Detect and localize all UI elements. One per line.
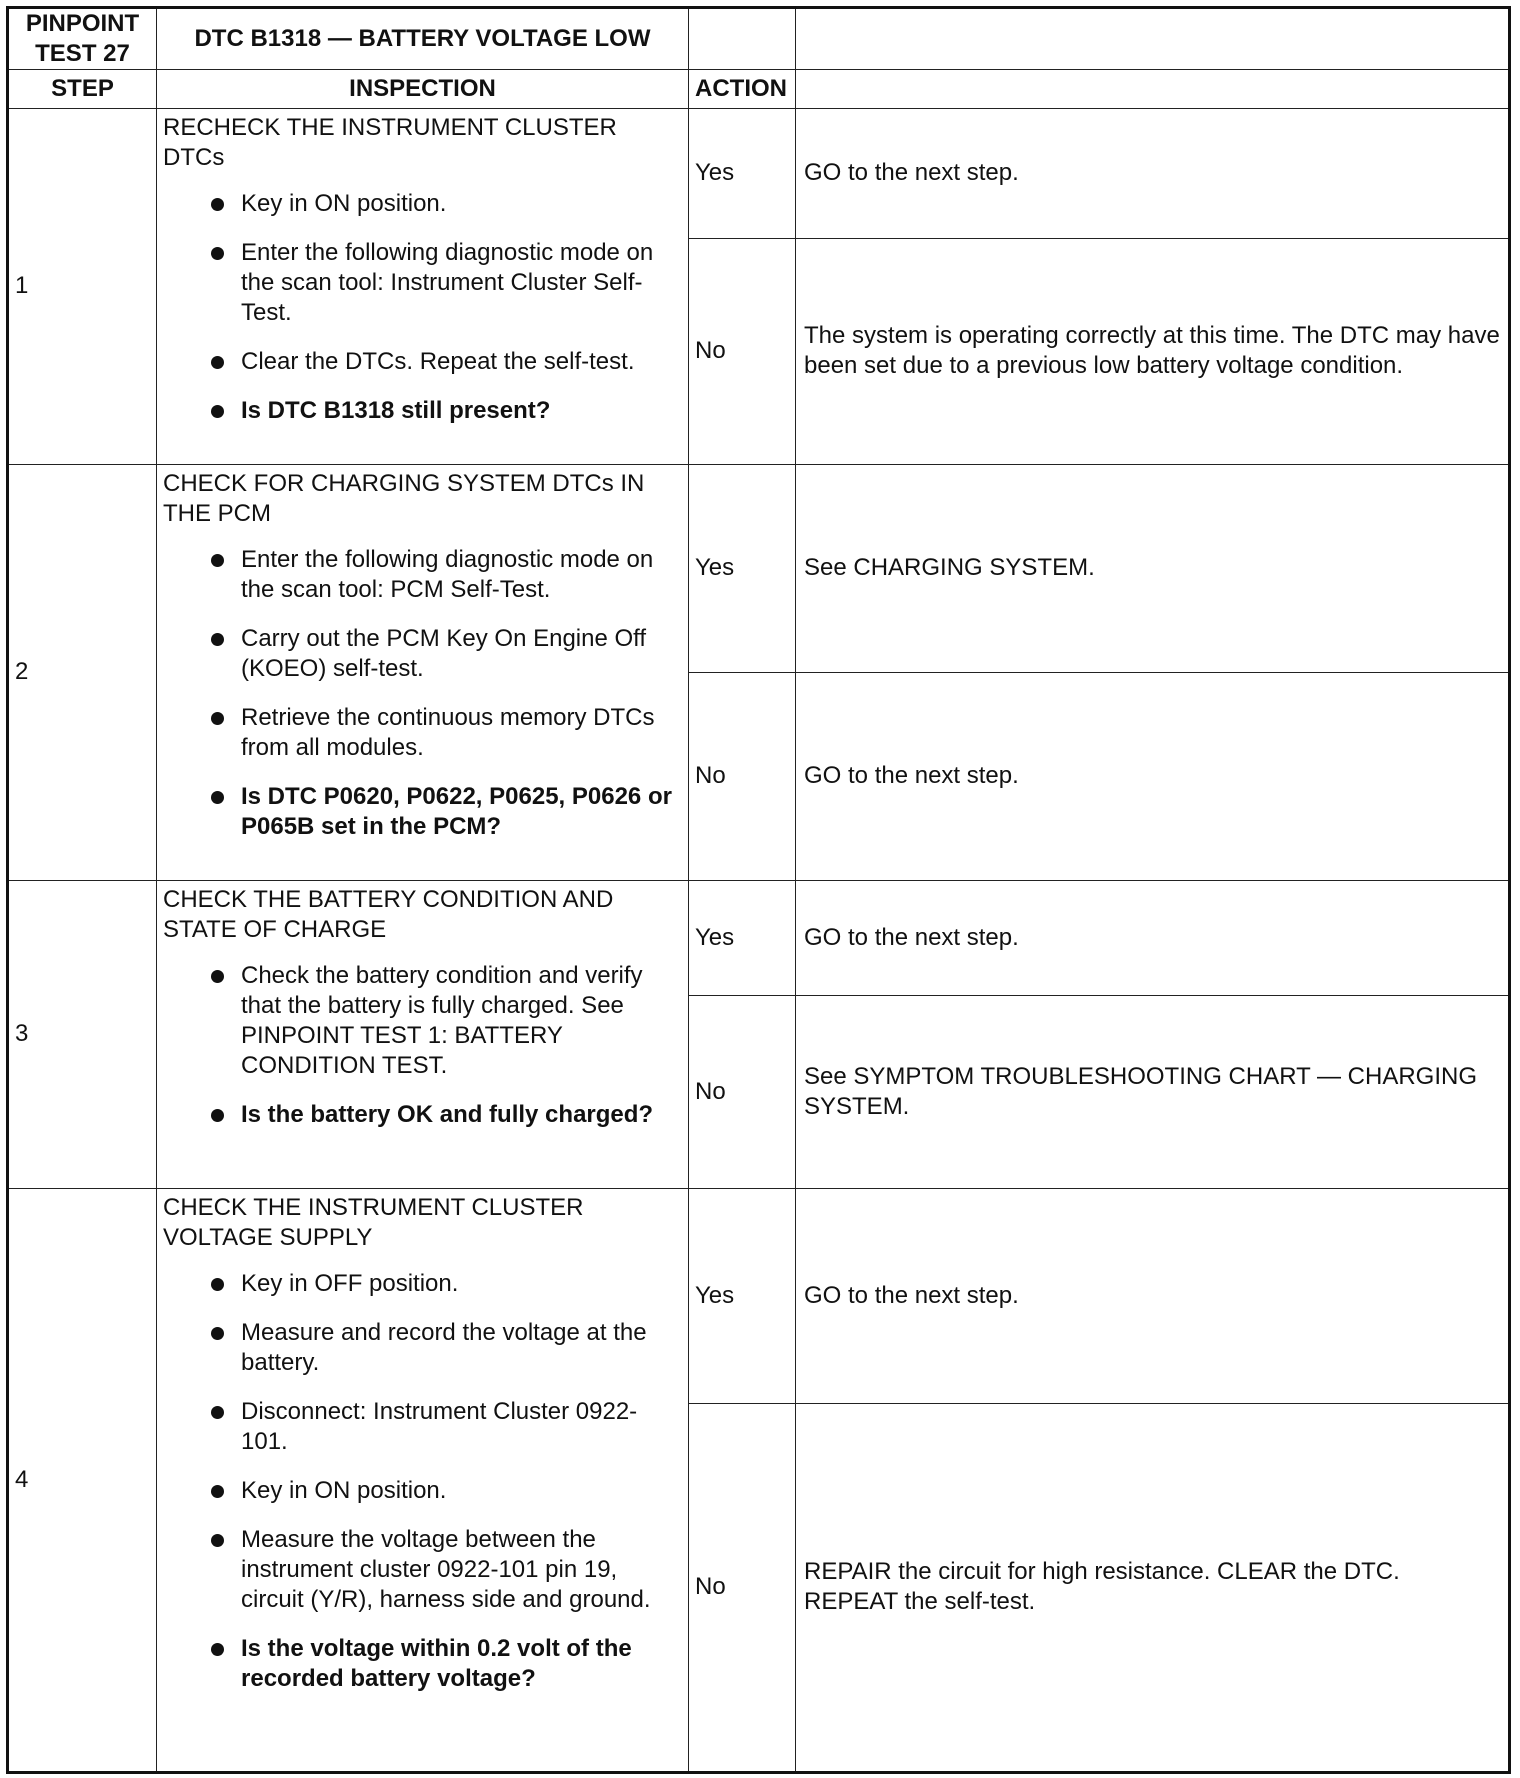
- action-yes: See CHARGING SYSTEM.: [796, 464, 1510, 672]
- step-4-yes-row: [8, 1188, 1510, 1403]
- column-header-action: ACTION: [689, 70, 796, 108]
- action-yes: GO to the next step.: [796, 880, 1510, 995]
- column-header-step: STEP: [8, 70, 157, 108]
- list-item: Enter the following diagnostic mode on the scan tool: PCM Self-Test.: [163, 545, 682, 605]
- action-no: The system is operating correctly at this time. The DTC may have been set due to a previous low battery voltage condition.: [796, 239, 1510, 464]
- list-item: Measure the voltage between the instrument cluster 0922-101 pin 19, circuit (Y/R), harness side and ground.: [163, 1525, 682, 1615]
- step-title: CHECK THE INSTRUMENT CLUSTER VOLTAGE SUPPLY: [163, 1193, 584, 1251]
- title-blank-cell: [796, 8, 1510, 70]
- list-item: Retrieve the continuous memory DTCs from all modules.: [163, 703, 682, 763]
- answer-yes: Yes: [689, 880, 796, 995]
- list-item: Check the battery condition and verify that the battery is fully charged. See PINPOINT TEST 1: BATTERY CONDITION TEST.: [163, 961, 682, 1081]
- title-blank-cell: [689, 8, 796, 70]
- test-label: [8, 8, 157, 70]
- answer-yes: Yes: [689, 1188, 796, 1403]
- bullet-icon: [211, 1278, 224, 1291]
- bullet-icon: [211, 1327, 224, 1340]
- step-number: 3: [8, 880, 157, 1188]
- step-number: 4: [8, 1188, 157, 1772]
- answer-no: No: [689, 239, 796, 464]
- title-row: [8, 8, 1510, 70]
- column-header-blank: [796, 70, 1510, 108]
- bullet-icon: [211, 554, 224, 567]
- list-item: Key in OFF position.: [163, 1269, 682, 1299]
- answer-no: No: [689, 1403, 796, 1772]
- bullet-icon: [211, 1406, 224, 1419]
- step-number: 2: [8, 464, 157, 880]
- test-title: DTC B1318 — BATTERY VOLTAGE LOW: [157, 8, 689, 70]
- test-label-line1: PINPOINT: [25, 10, 140, 38]
- answer-no: No: [689, 672, 796, 880]
- action-no: GO to the next step.: [796, 672, 1510, 880]
- column-header-row: [8, 70, 1510, 108]
- action-yes: GO to the next step.: [796, 1188, 1510, 1403]
- list-item: Measure and record the voltage at the battery.: [163, 1318, 682, 1378]
- bullet-icon: [211, 1534, 224, 1547]
- step-number: 1: [8, 108, 157, 464]
- step-question: Is the voltage within 0.2 volt of the recorded battery voltage?: [163, 1634, 682, 1694]
- action-no: See SYMPTOM TROUBLESHOOTING CHART — CHARGING SYSTEM.: [796, 995, 1510, 1188]
- step-2-yes-row: [8, 464, 1510, 672]
- bullet-icon: [211, 247, 224, 260]
- bullet-icon: [211, 1643, 224, 1656]
- test-label-line2: TEST 27: [35, 40, 130, 68]
- list-item: Carry out the PCM Key On Engine Off (KOEO) self-test.: [163, 624, 682, 684]
- column-header-inspection: INSPECTION: [157, 70, 689, 108]
- list-item: Key in ON position.: [163, 1476, 682, 1506]
- list-item: Key in ON position.: [163, 189, 682, 219]
- step-inspection: [157, 108, 689, 464]
- step-question: Is DTC B1318 still present?: [163, 396, 682, 426]
- step-question: Is the battery OK and fully charged?: [163, 1100, 682, 1130]
- answer-no: No: [689, 995, 796, 1188]
- step-title: RECHECK THE INSTRUMENT CLUSTER DTCs: [163, 113, 617, 171]
- bullet-icon: [211, 1485, 224, 1498]
- step-bullet-list: [163, 961, 682, 1130]
- step-inspection: [157, 880, 689, 1188]
- step-question: Is DTC P0620, P0622, P0625, P0626 or P065B set in the PCM?: [163, 782, 682, 842]
- bullet-icon: [211, 405, 224, 418]
- bullet-icon: [211, 791, 224, 804]
- step-title: CHECK FOR CHARGING SYSTEM DTCs IN THE PCM: [163, 469, 645, 527]
- bullet-icon: [211, 356, 224, 369]
- bullet-icon: [211, 633, 224, 646]
- bullet-icon: [211, 198, 224, 211]
- pinpoint-test-table: [6, 6, 1511, 1774]
- bullet-icon: [211, 970, 224, 983]
- list-item: Disconnect: Instrument Cluster 0922-101.: [163, 1397, 682, 1457]
- action-no: REPAIR the circuit for high resistance. CLEAR the DTC. REPEAT the self-test.: [796, 1403, 1510, 1772]
- step-title: CHECK THE BATTERY CONDITION AND STATE OF CHARGE: [163, 885, 614, 943]
- step-bullet-list: [163, 189, 682, 426]
- action-yes: GO to the next step.: [796, 108, 1510, 239]
- bullet-icon: [211, 712, 224, 725]
- answer-yes: Yes: [689, 464, 796, 672]
- step-inspection: [157, 1188, 689, 1772]
- step-inspection: [157, 464, 689, 880]
- list-item: Enter the following diagnostic mode on the scan tool: Instrument Cluster Self-Test.: [163, 238, 682, 328]
- list-item: Clear the DTCs. Repeat the self-test.: [163, 347, 682, 377]
- step-bullet-list: [163, 1269, 682, 1694]
- bullet-icon: [211, 1109, 224, 1122]
- step-3-yes-row: [8, 880, 1510, 995]
- step-1-yes-row: [8, 108, 1510, 239]
- answer-yes: Yes: [689, 108, 796, 239]
- step-bullet-list: [163, 545, 682, 842]
